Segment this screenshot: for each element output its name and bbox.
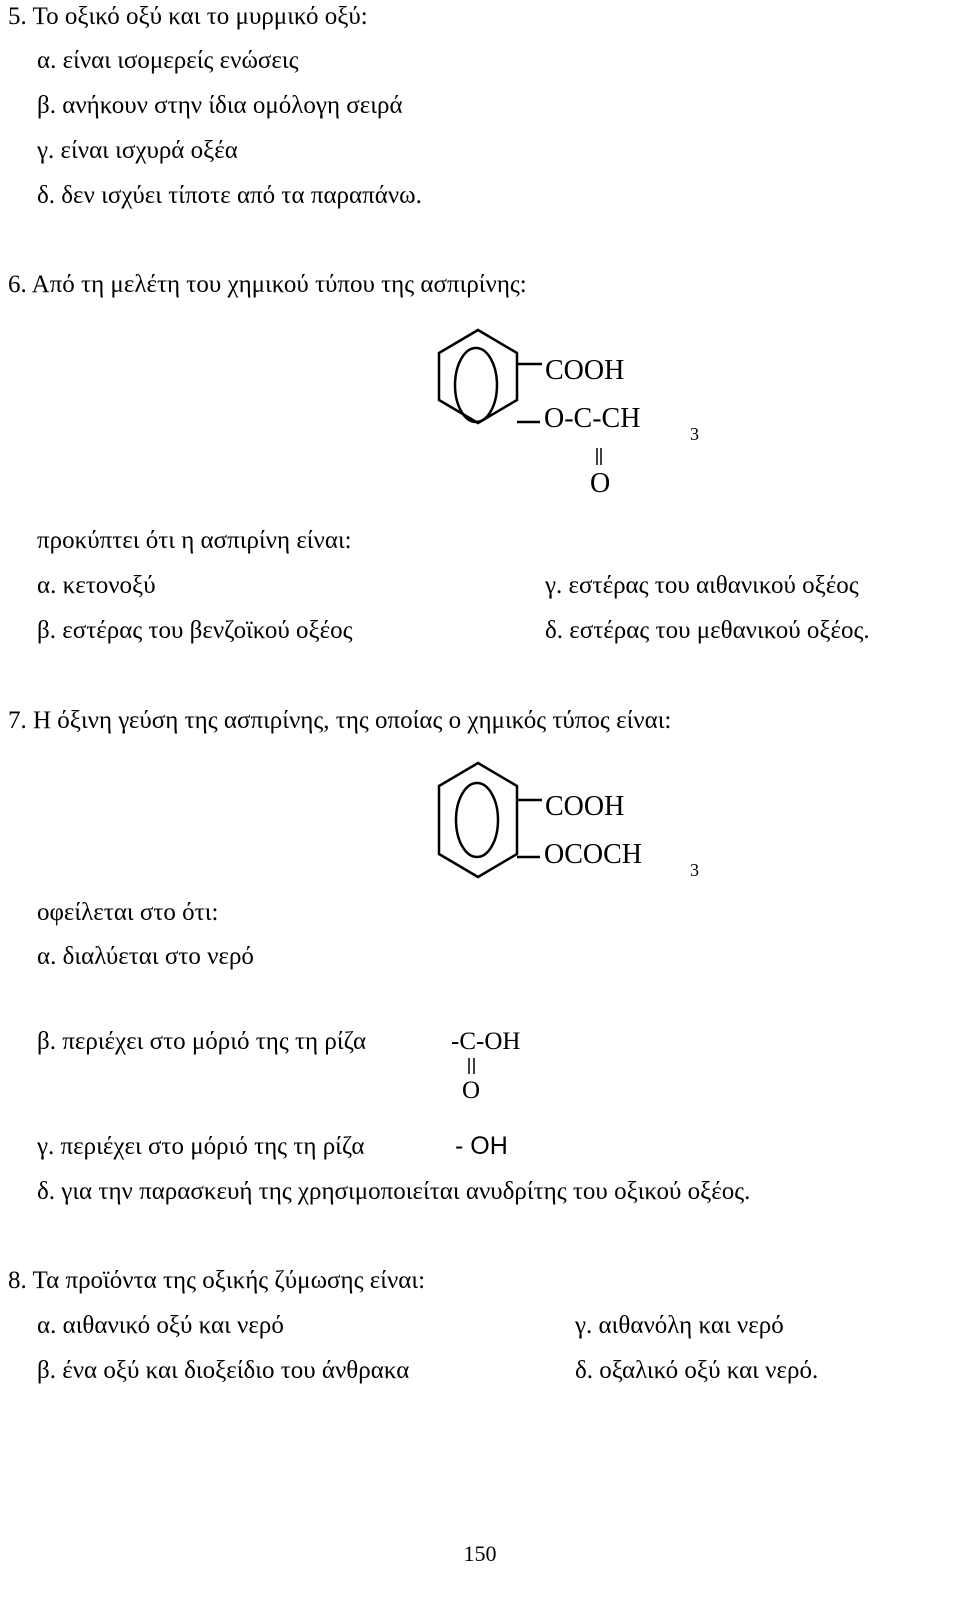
question-6-stem: 6. Από τη μελέτη του χημικού τύπου της ασπιρίνης: — [8, 271, 527, 298]
q8-option-b: β. ένα οξύ και διοξείδιο του άνθρακα — [37, 1357, 410, 1384]
hydroxyl-group: - OH — [455, 1132, 508, 1160]
subscript-3: 3 — [690, 424, 699, 444]
page-number: 150 — [463, 1541, 497, 1566]
q5-option-d: δ. δεν ισχύει τίποτε από τα παραπάνω. — [37, 182, 422, 209]
q5-option-c: γ. είναι ισχυρά οξέα — [37, 137, 238, 164]
q6-lead: προκύπτει ότι η ασπιρίνη είναι: — [37, 527, 352, 554]
q6-option-b: β. εστέρας του βενζοϊκού οξέος — [37, 617, 353, 644]
q7-lead: οφείλεται στο ότι: — [37, 899, 219, 926]
q5-option-a: α. είναι ισομερείς ενώσεις — [37, 47, 299, 74]
group-cooh: COOH — [545, 355, 625, 386]
q6-option-d: δ. εστέρας του μεθανικού οξέος. — [545, 617, 870, 644]
q6-option-a: α. κετονοξύ — [37, 572, 156, 599]
q7-option-d: δ. για την παρασκευή της χρησιμοποιείται ανυδρίτης του οξικού οξέος. — [37, 1178, 751, 1205]
group-ester: O-C-CH — [544, 403, 641, 434]
carboxyl-group: -C-OH — [451, 1028, 521, 1055]
q6-option-c: γ. εστέρας του αιθανικού οξέος — [545, 572, 859, 599]
q8-option-a: α. αιθανικό οξύ και νερό — [37, 1312, 284, 1339]
group-cooh: COOH — [545, 791, 625, 822]
subscript-3: 3 — [690, 860, 699, 880]
q7-option-a: α. διαλύεται στο νερό — [37, 943, 254, 970]
carbonyl-oxygen: O — [590, 468, 611, 499]
q8-option-c: γ. αιθανόλη και νερό — [575, 1312, 784, 1339]
question-5-stem: 5. Το οξικό οξύ και το μυρμικό οξύ: — [8, 3, 368, 30]
q7-option-b: β. περιέχει στο μόριό της τη ρίζα — [37, 1028, 367, 1055]
q5-option-b: β. ανήκουν στην ίδια ομόλογη σειρά — [37, 92, 403, 119]
question-8-stem: 8. Τα προϊόντα της οξικής ζύμωσης είναι: — [8, 1267, 426, 1294]
q7-option-c: γ. περιέχει στο μόριό της τη ρίζα — [37, 1133, 365, 1160]
q8-option-d: δ. οξαλικό οξύ και νερό. — [575, 1357, 819, 1384]
group-ococh: OCOCH — [544, 839, 643, 870]
carboxyl-oxygen: O — [462, 1077, 481, 1104]
question-7-stem: 7. Η όξινη γεύση της ασπιρίνης, της οποίας ο χημικός τύπος είναι: — [8, 707, 672, 734]
